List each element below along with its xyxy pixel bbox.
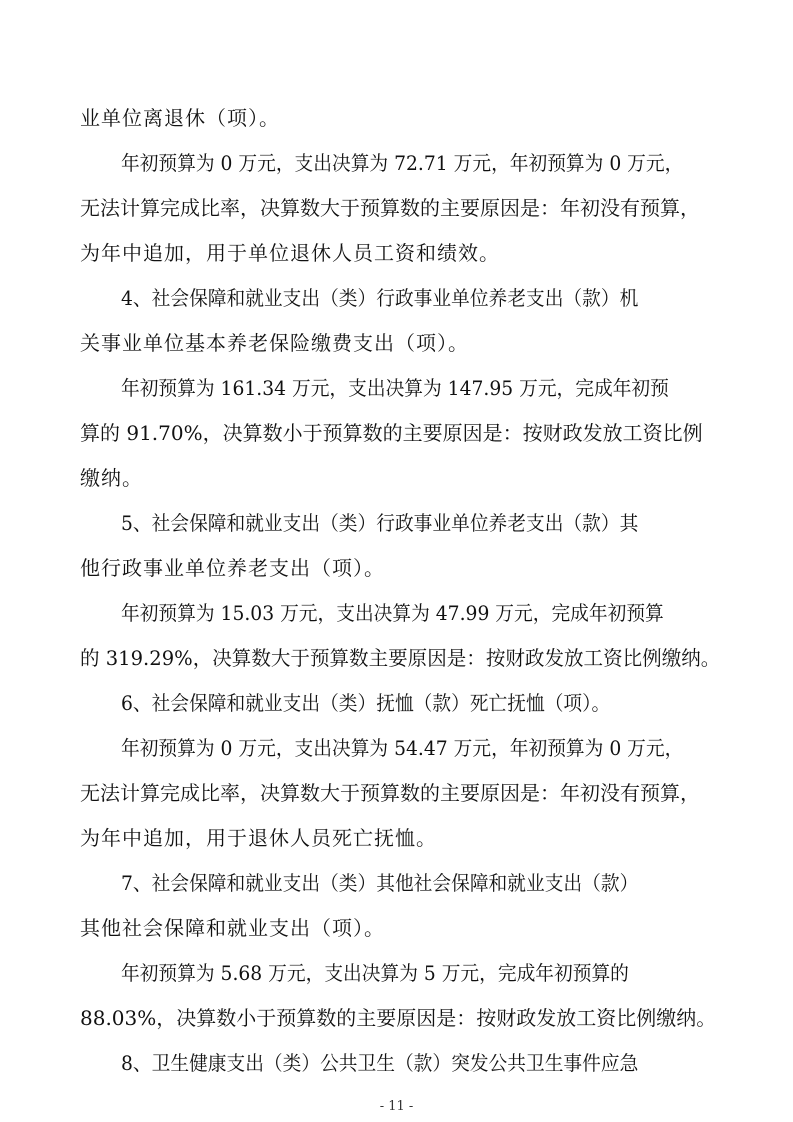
text-line-16: 无法计算完成比率，决算数大于预算数的主要原因是：年初没有预算，: [80, 781, 700, 805]
text-line-12: 年初预算为 15.03 万元，支出决算为 47.99 万元，完成年初预算: [121, 601, 664, 625]
text-line-06: 关事业单位基本养老保险缴费支出（项）。: [80, 331, 469, 355]
page-number: - 11 -: [379, 1099, 414, 1114]
text-line-08: 算的 91.70%，决算数小于预算数的主要原因是：按财政发放工资比例: [80, 421, 703, 445]
text-line-01: 业单位离退休（项）。: [80, 106, 280, 130]
text-line-07: 年初预算为 161.34 万元，支出决算为 147.95 万元，完成年初预: [121, 376, 669, 400]
text-line-18: 7、社会保障和就业支出（类）其他社会保障和就业支出（款）: [121, 871, 639, 895]
text-line-11: 他行政事业单位养老支出（项）。: [80, 556, 385, 580]
text-line-04: 为年中追加，用于单位退休人员工资和绩效。: [80, 241, 500, 265]
text-line-10: 5、社会保障和就业支出（类）行政事业单位养老支出（款）其: [121, 511, 639, 535]
text-line-20: 年初预算为 5.68 万元，支出决算为 5 万元，完成年初预算的: [121, 961, 629, 985]
text-line-14: 6、社会保障和就业支出（类）抚恤（款）死亡抚恤（项）。: [121, 691, 611, 715]
text-line-17: 为年中追加，用于退休人员死亡抚恤。: [80, 826, 437, 850]
text-line-22: 8、卫生健康支出（类）公共卫生（款）突发公共卫生事件应急: [121, 1051, 639, 1075]
text-line-03: 无法计算完成比率，决算数大于预算数的主要原因是：年初没有预算，: [80, 196, 700, 220]
text-line-21: 88.03%，决算数小于预算数的主要原因是：按财政发放工资比例缴纳。: [80, 1006, 717, 1030]
text-line-02: 年初预算为 0 万元，支出决算为 72.71 万元，年初预算为 0 万元，: [121, 151, 684, 175]
text-line-09: 缴纳。: [80, 466, 143, 490]
text-line-05: 4、社会保障和就业支出（类）行政事业单位养老支出（款）机: [121, 286, 639, 310]
text-line-13: 的 319.29%，决算数大于预算数主要原因是：按财政发放工资比例缴纳。: [80, 646, 721, 670]
text-line-15: 年初预算为 0 万元，支出决算为 54.47 万元，年初预算为 0 万元，: [121, 736, 684, 760]
text-line-19: 其他社会保障和就业支出（项）。: [80, 916, 385, 940]
